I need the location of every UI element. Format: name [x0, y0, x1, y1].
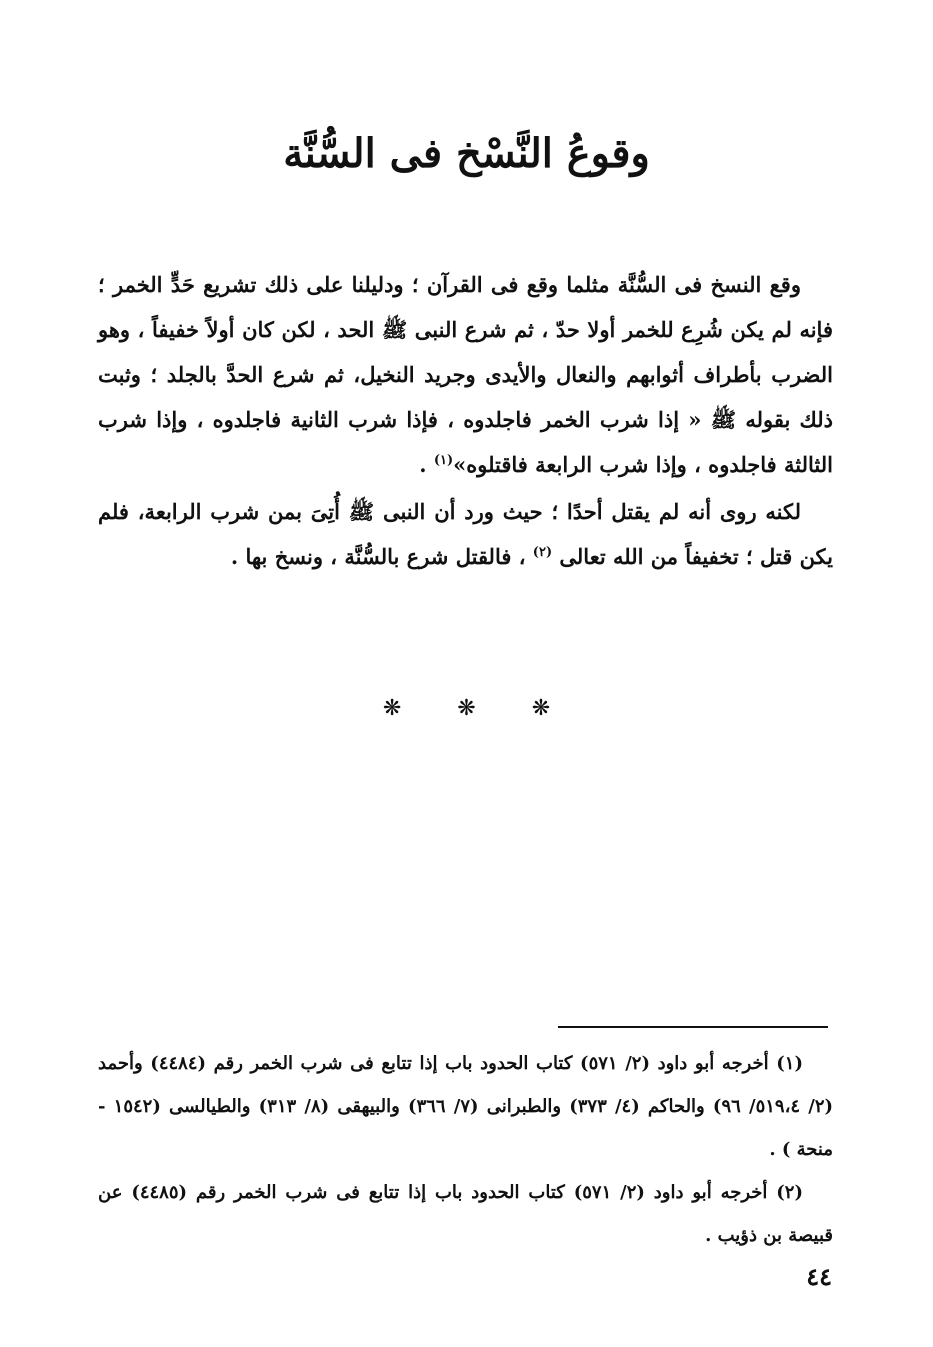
paragraph-1 [98, 262, 833, 487]
footnotes [98, 1042, 833, 1257]
paragraph-2-text: لكنه روى أنه لم يقتل أحدًا ؛ حيث ورد أن النبى ﷺ أُتِىَ بمن شرب الرابعة، فلم يكن قتل ؛ تخفيفاً من الله تعالى [98, 499, 833, 569]
paragraph-1-text: وقع النسخ فى السُّنَّة مثلما وقع فى القرآن ؛ ودليلنا على ذلك تشريع حَدٍّ الخمر ؛ فإنه لم يكن شُرِع للخمر أولا حدّ ، ثم شرع النبى ﷺ الحد ، لكن كان أولاً خفيفاً ، وهو الضرب بأطراف أثوابهم والنعال والأيدى وجريد النخيل، ثم شرع الحدَّ بالجلد ؛ وثبت ذلك بقوله ﷺ « إذا شرب الخمر فاجلدوه ، فإذا شرب الثانية فاجلدوه ، وإذا شرب الثالثة فاجلدوه ، وإذا شرب الرابعة فاقتلوه» [98, 272, 833, 477]
footnote-1: (١) أخرجه أبو داود (٢/ ٥٧١) كتاب الحدود باب إذا تتابع فى شرب الخمر رقم (٤٤٨٤) وأحمد (٢/ ٥١٩،٤/ ٩٦) والحاكم (٤/ ٣٧٣) والطبرانى (٧/ ٣٦٦) والبيهقى (٨/ ٣١٣) والطيالسى (١٥٤٢ - منحة ) . [98, 1053, 834, 1160]
page-title: وقوعُ النَّسْخ فى السُّنَّة [283, 130, 650, 177]
footnote-2: (٢) أخرجه أبو داود (٢/ ٥٧١) كتاب الحدود باب إذا تتابع فى شرب الخمر رقم (٤٤٨٥) عن قبيصة بن ذؤيب . [98, 1182, 833, 1246]
page-number: ٤٤ [806, 1262, 832, 1291]
footnote-ref-2: (٢) [532, 545, 553, 560]
footnote-ref-1: (١) [433, 453, 454, 468]
footnote-divider [558, 1026, 828, 1028]
separator-star-icon: ❋ [457, 696, 476, 721]
paragraph-1-end: . [419, 452, 434, 477]
body-text [98, 262, 833, 579]
paragraph-2 [98, 489, 833, 579]
separator-star-icon: ❋ [531, 696, 551, 721]
paragraph-2-end: ، فالقتل شرع بالسُّنَّة ، ونسخ بها . [230, 544, 533, 569]
separator-star-icon: ❋ [382, 696, 402, 721]
section-separator [0, 696, 933, 721]
